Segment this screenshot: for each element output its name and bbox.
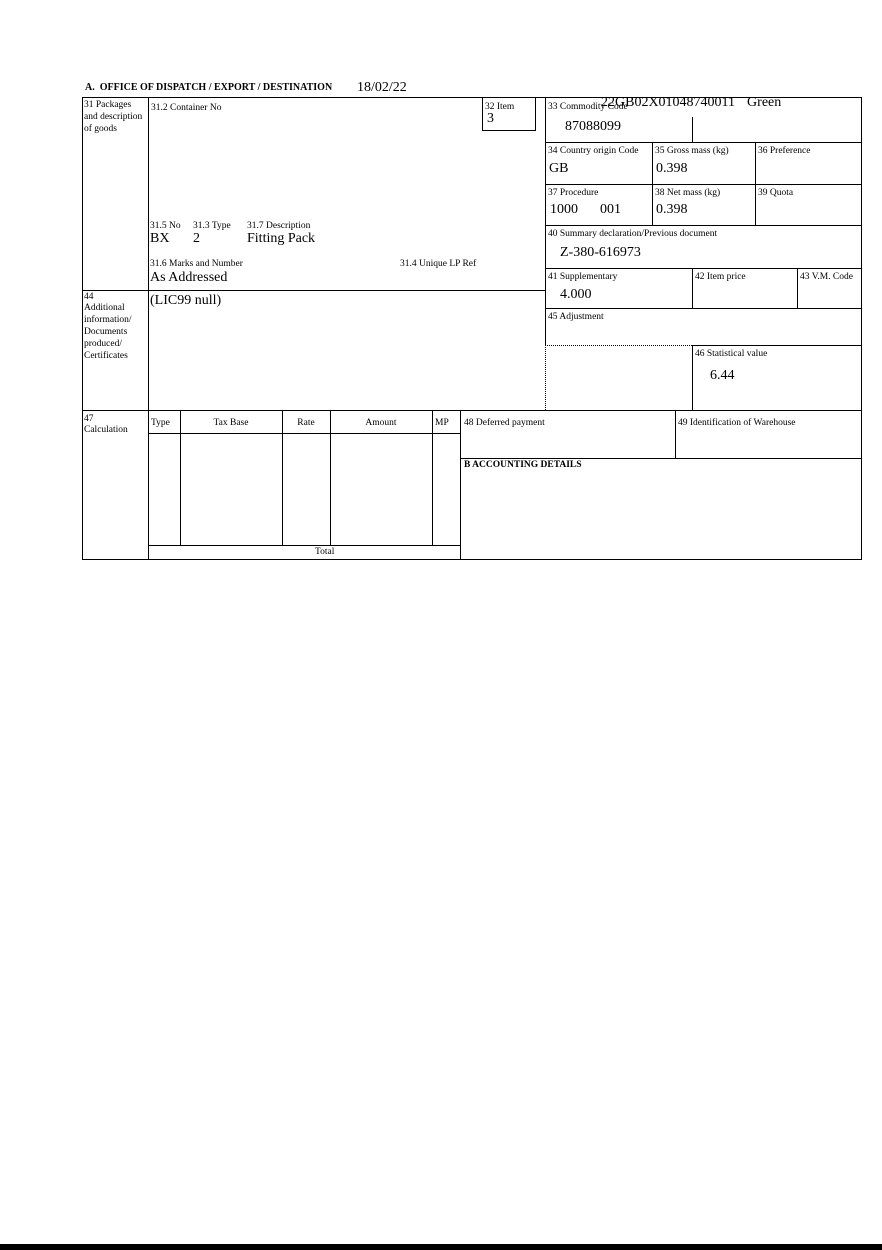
packages-description-label: 31.7 Description	[247, 221, 311, 231]
gross-mass-label: 35 Gross mass (kg)	[655, 146, 729, 156]
packages-type-label: 31.3 Type	[193, 221, 231, 231]
section-a-title: A. OFFICE OF DISPATCH / EXPORT / DESTINATION	[85, 82, 333, 93]
gross-mass-value: 0.398	[656, 161, 688, 176]
box31-label: 31 Packages and description of goods	[84, 100, 143, 134]
routing-status: Green	[747, 95, 782, 111]
packages-type-value: 2	[193, 231, 200, 246]
divider	[460, 410, 461, 560]
deferred-payment-label: 48 Deferred payment	[464, 418, 545, 428]
country-origin-value: GB	[549, 161, 569, 176]
net-mass-label: 38 Net mass (kg)	[655, 188, 721, 198]
statistical-value-label: 46 Statistical value	[695, 349, 768, 359]
box44-number: 44	[84, 292, 94, 302]
divider	[148, 97, 149, 560]
accounting-details-label: B ACCOUNTING DETAILS	[464, 460, 582, 470]
procedure-label: 37 Procedure	[548, 188, 599, 198]
calc-col-type: Type	[151, 418, 170, 428]
vm-code-label: 43 V.M. Code	[800, 272, 853, 282]
net-mass-value: 0.398	[656, 202, 688, 217]
adjustment-label: 45 Adjustment	[548, 312, 604, 322]
supplementary-value: 4.000	[560, 287, 592, 302]
divider	[545, 308, 862, 309]
calc-total-label: Total	[315, 547, 335, 557]
calc-col-tax-base: Tax Base	[213, 418, 249, 428]
form-frame	[82, 97, 862, 560]
marks-label: 31.6 Marks and Number	[150, 259, 243, 269]
divider	[692, 268, 693, 308]
divider	[692, 345, 862, 346]
box47-number: 47	[84, 414, 94, 424]
divider	[482, 130, 536, 131]
divider	[675, 410, 676, 458]
divider	[460, 458, 862, 459]
calc-col-rate: Rate	[297, 418, 315, 428]
warehouse-label: 49 Identification of Warehouse	[678, 418, 796, 428]
divider	[330, 410, 331, 545]
item-price-label: 42 Item price	[695, 272, 746, 282]
summary-declaration-value: Z-380-616973	[560, 245, 641, 260]
dispatch-date: 18/02/22	[357, 80, 407, 95]
divider	[535, 97, 536, 130]
statistical-value-value: 6.44	[710, 368, 735, 383]
box47-label: Calculation	[84, 425, 128, 435]
divider	[148, 545, 460, 546]
commodity-code-value: 87088099	[565, 119, 621, 134]
packages-no-label: 31.5 No	[150, 221, 181, 231]
divider	[545, 225, 862, 226]
divider	[148, 433, 460, 434]
divider	[545, 184, 862, 185]
country-origin-label: 34 Country origin Code	[548, 146, 639, 156]
summary-declaration-label: 40 Summary declaration/Previous document	[548, 229, 718, 239]
divider	[180, 410, 181, 545]
divider-dotted	[545, 345, 692, 346]
additional-info-value: (LIC99 null)	[150, 293, 222, 308]
packages-no-value: BX	[150, 231, 170, 246]
quota-label: 39 Quota	[758, 188, 794, 198]
marks-value: As Addressed	[150, 270, 228, 285]
calc-col-amount: Amount	[365, 418, 397, 428]
calc-col-mp: MP	[435, 418, 449, 428]
item-number-value: 3	[487, 111, 494, 126]
divider	[82, 290, 545, 291]
commodity-code-label: 33 Commodity Code	[548, 102, 628, 112]
container-no-label: 31.2 Container No	[151, 103, 222, 113]
procedure-value-1: 1000	[550, 202, 578, 217]
divider	[482, 97, 483, 130]
divider	[545, 268, 862, 269]
preference-label: 36 Preference	[758, 146, 811, 156]
mrn-value: 22GB02X01048740011	[601, 95, 736, 111]
divider	[545, 142, 862, 143]
page-bottom-bar	[0, 1244, 882, 1250]
packages-description-value: Fitting Pack	[247, 231, 316, 246]
divider-dotted	[545, 345, 546, 410]
divider	[282, 410, 283, 545]
supplementary-label: 41 Supplementary	[548, 272, 618, 282]
divider	[432, 410, 433, 545]
box44-label: Additional information/ Documents produced/ Certificates	[84, 303, 132, 361]
divider	[82, 410, 862, 411]
unique-lp-ref-label: 31.4 Unique LP Ref	[400, 259, 477, 269]
divider	[692, 345, 693, 410]
item-label: 32 Item	[485, 102, 515, 112]
divider	[797, 268, 798, 308]
procedure-value-2: 001	[600, 202, 621, 217]
divider	[692, 117, 693, 142]
